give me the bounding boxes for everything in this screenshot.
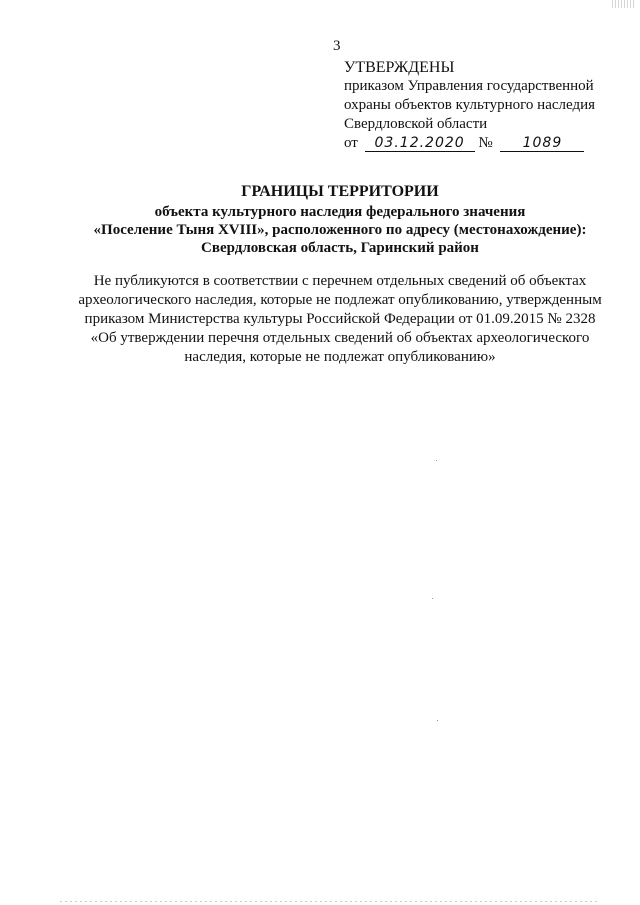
scan-artifact: [60, 901, 600, 902]
approval-line: охраны объектов культурного наследия: [344, 97, 596, 113]
document-title: ГРАНИЦЫ ТЕРРИТОРИИ: [241, 183, 439, 200]
title-line: «Поселение Тыня XVIII», расположенного по адресу (местонахождение):: [93, 222, 587, 238]
notice-line: археологического наследия, которые не подлежат опубликованию, утвержденным: [78, 292, 602, 308]
approval-date-number-line: [344, 134, 624, 153]
title-line: Свердловская область, Гаринский район: [201, 240, 479, 256]
page-number: 3: [333, 38, 341, 54]
notice-line: «Об утверждении перечня отдельных сведений об объектах археологического: [90, 330, 590, 346]
number-prefix: №: [478, 135, 493, 151]
document-title-block: [40, 183, 640, 257]
approval-line: Свердловской области: [344, 116, 488, 132]
approval-line: приказом Управления государственной: [344, 78, 594, 94]
handwritten-date: 03.12.2020: [365, 135, 475, 152]
approval-block: [344, 58, 624, 153]
scan-speck: [437, 720, 438, 721]
notice-line: Не публикуются в соответствии с перечнем отдельных сведений об объектах: [93, 273, 587, 289]
date-prefix: от: [344, 135, 358, 151]
notice-line: приказом Министерства культуры Российской Федерации от 01.09.2015 № 2328: [84, 311, 596, 327]
scan-speck: [432, 598, 433, 599]
scan-artifact: [612, 0, 634, 8]
title-line: объекта культурного наследия федерального значения: [154, 204, 526, 220]
notice-line: наследия, которые не подлежат опубликованию»: [184, 349, 496, 365]
handwritten-order-number: 1089: [500, 135, 584, 152]
scan-speck: [436, 460, 437, 461]
approval-heading: УТВЕРЖДЕНЫ: [344, 59, 455, 76]
non-publication-notice: [40, 272, 640, 367]
